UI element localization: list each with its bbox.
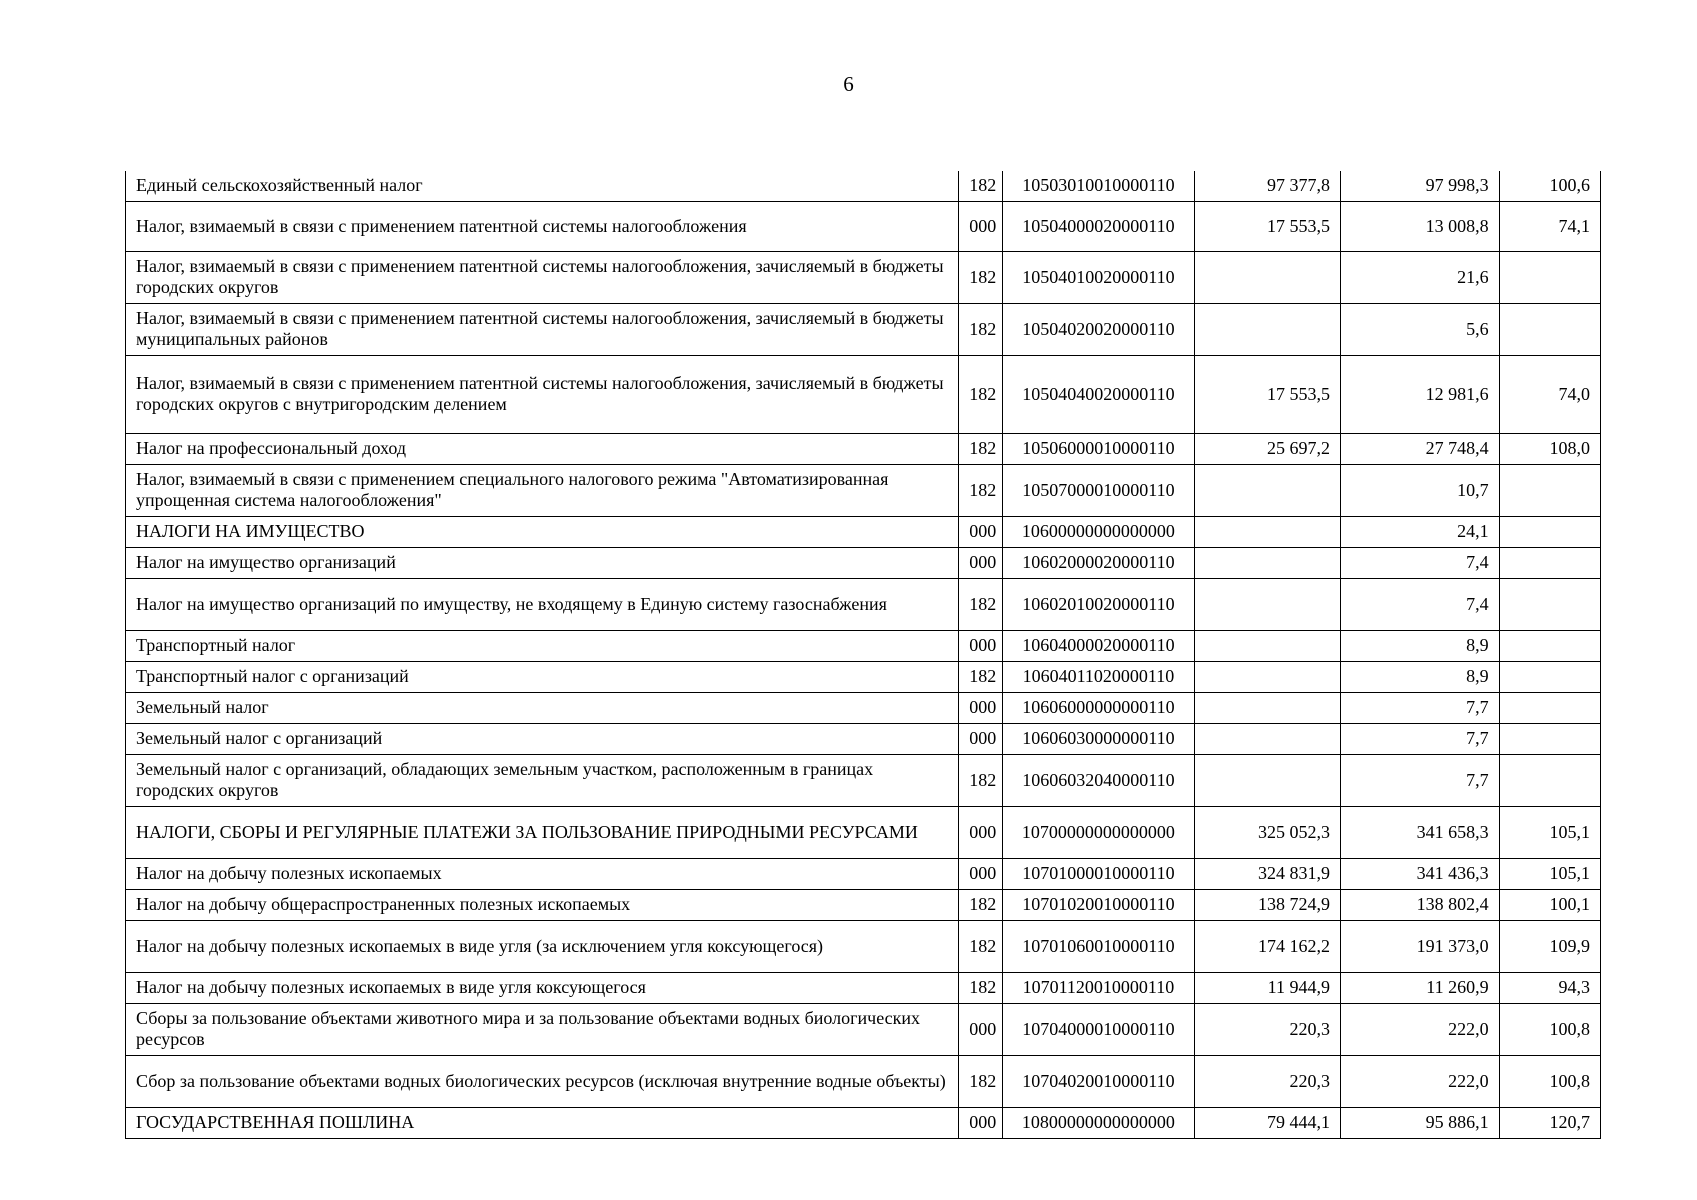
kbk-code-cell: 10503010010000110 [1003,171,1194,201]
fact-amount-cell: 21,6 [1340,251,1499,303]
percent-cell: 100,6 [1499,171,1600,201]
kbk-code-cell: 10506000010000110 [1003,433,1194,464]
tax-name-cell: Налог, взимаемый в связи с применением патентной системы налогообложения, зачисляемый в бюджеты городских округов с внутригородским делением [126,355,959,433]
percent-cell: 109,9 [1499,920,1600,972]
plan-amount-cell: 79 444,1 [1194,1107,1340,1138]
kbk-code-cell: 10604000020000110 [1003,630,1194,661]
admin-code-cell: 182 [959,464,1003,516]
plan-amount-cell: 220,3 [1194,1055,1340,1107]
kbk-code-cell: 10507000010000110 [1003,464,1194,516]
fact-amount-cell: 5,6 [1340,303,1499,355]
plan-amount-cell: 325 052,3 [1194,806,1340,858]
table-row [126,630,1601,661]
table-row [126,692,1601,723]
percent-cell: 100,8 [1499,1055,1600,1107]
admin-code-cell: 000 [959,516,1003,547]
kbk-code-cell: 10704000010000110 [1003,1003,1194,1055]
table-row [126,889,1601,920]
admin-code-cell: 000 [959,547,1003,578]
fact-amount-cell: 138 802,4 [1340,889,1499,920]
admin-code-cell: 182 [959,251,1003,303]
plan-amount-cell [1194,516,1340,547]
plan-amount-cell: 17 553,5 [1194,201,1340,251]
percent-cell [1499,303,1600,355]
kbk-code-cell: 10704020010000110 [1003,1055,1194,1107]
kbk-code-cell: 10700000000000000 [1003,806,1194,858]
percent-cell: 94,3 [1499,972,1600,1003]
kbk-code-cell: 10504020020000110 [1003,303,1194,355]
fact-amount-cell: 341 436,3 [1340,858,1499,889]
admin-code-cell: 000 [959,630,1003,661]
percent-cell [1499,516,1600,547]
admin-code-cell: 182 [959,661,1003,692]
percent-cell [1499,723,1600,754]
table-row [126,806,1601,858]
plan-amount-cell [1194,754,1340,806]
kbk-code-cell: 10504040020000110 [1003,355,1194,433]
fact-amount-cell: 97 998,3 [1340,171,1499,201]
fact-amount-cell: 341 658,3 [1340,806,1499,858]
fact-amount-cell: 12 981,6 [1340,355,1499,433]
admin-code-cell: 182 [959,1055,1003,1107]
admin-code-cell: 000 [959,1003,1003,1055]
table-row [126,578,1601,630]
table-row [126,171,1601,201]
percent-cell: 108,0 [1499,433,1600,464]
table-row [126,972,1601,1003]
admin-code-cell: 182 [959,972,1003,1003]
kbk-code-cell: 10701120010000110 [1003,972,1194,1003]
tax-name-cell: Налог на добычу полезных ископаемых в виде угля коксующегося [126,972,959,1003]
kbk-code-cell: 10604011020000110 [1003,661,1194,692]
plan-amount-cell [1194,692,1340,723]
admin-code-cell: 000 [959,806,1003,858]
tax-name-cell: Земельный налог [126,692,959,723]
plan-amount-cell [1194,723,1340,754]
fact-amount-cell: 11 260,9 [1340,972,1499,1003]
table-row [126,547,1601,578]
plan-amount-cell: 324 831,9 [1194,858,1340,889]
plan-amount-cell: 174 162,2 [1194,920,1340,972]
admin-code-cell: 000 [959,723,1003,754]
fact-amount-cell: 7,4 [1340,547,1499,578]
kbk-code-cell: 10606030000000110 [1003,723,1194,754]
percent-cell [1499,692,1600,723]
tax-name-cell: Налог на имущество организаций [126,547,959,578]
fact-amount-cell: 10,7 [1340,464,1499,516]
admin-code-cell: 182 [959,578,1003,630]
kbk-code-cell: 10800000000000000 [1003,1107,1194,1138]
fact-amount-cell: 222,0 [1340,1003,1499,1055]
kbk-code-cell: 10701020010000110 [1003,889,1194,920]
kbk-code-cell: 10602010020000110 [1003,578,1194,630]
tax-name-cell: Транспортный налог [126,630,959,661]
tax-name-cell: Налог на добычу полезных ископаемых [126,858,959,889]
plan-amount-cell [1194,630,1340,661]
percent-cell: 100,8 [1499,1003,1600,1055]
tax-name-cell: Налог, взимаемый в связи с применением патентной системы налогообложения, зачисляемый в бюджеты городских округов [126,251,959,303]
plan-amount-cell: 11 944,9 [1194,972,1340,1003]
table-row [126,1107,1601,1138]
admin-code-cell: 182 [959,754,1003,806]
tax-name-cell: Налог, взимаемый в связи с применением патентной системы налогообложения [126,201,959,251]
plan-amount-cell [1194,578,1340,630]
admin-code-cell: 000 [959,858,1003,889]
table-row [126,858,1601,889]
plan-amount-cell: 220,3 [1194,1003,1340,1055]
table-row [126,355,1601,433]
tax-name-cell: Земельный налог с организаций, обладающих земельным участком, расположенным в границах городских округов [126,754,959,806]
percent-cell: 100,1 [1499,889,1600,920]
table-row [126,920,1601,972]
table-row [126,1055,1601,1107]
fact-amount-cell: 24,1 [1340,516,1499,547]
admin-code-cell: 182 [959,920,1003,972]
percent-cell: 120,7 [1499,1107,1600,1138]
percent-cell [1499,464,1600,516]
table-row [126,754,1601,806]
kbk-code-cell: 10701000010000110 [1003,858,1194,889]
tax-name-cell: ГОСУДАРСТВЕННАЯ ПОШЛИНА [126,1107,959,1138]
fact-amount-cell: 7,7 [1340,723,1499,754]
percent-cell [1499,578,1600,630]
percent-cell: 74,1 [1499,201,1600,251]
tax-name-cell: Сборы за пользование объектами животного мира и за пользование объектами водных биологических ресурсов [126,1003,959,1055]
kbk-code-cell: 10504010020000110 [1003,251,1194,303]
tax-name-cell: НАЛОГИ, СБОРЫ И РЕГУЛЯРНЫЕ ПЛАТЕЖИ ЗА ПОЛЬЗОВАНИЕ ПРИРОДНЫМИ РЕСУРСАМИ [126,806,959,858]
admin-code-cell: 182 [959,171,1003,201]
tax-name-cell: Транспортный налог с организаций [126,661,959,692]
tax-name-cell: Налог, взимаемый в связи с применением специального налогового режима "Автоматизированная упрощенная система налогообложения" [126,464,959,516]
tax-name-cell: Налог на добычу полезных ископаемых в виде угля (за исключением угля коксующегося) [126,920,959,972]
table-row [126,251,1601,303]
admin-code-cell: 182 [959,303,1003,355]
tax-name-cell: Налог на профессиональный доход [126,433,959,464]
fact-amount-cell: 95 886,1 [1340,1107,1499,1138]
plan-amount-cell: 138 724,9 [1194,889,1340,920]
tax-name-cell: Налог на добычу общераспространенных полезных ископаемых [126,889,959,920]
plan-amount-cell [1194,661,1340,692]
plan-amount-cell [1194,547,1340,578]
fact-amount-cell: 13 008,8 [1340,201,1499,251]
kbk-code-cell: 10602000020000110 [1003,547,1194,578]
plan-amount-cell [1194,251,1340,303]
budget-revenue-table [125,171,1601,1139]
admin-code-cell: 182 [959,889,1003,920]
table-row [126,1003,1601,1055]
percent-cell: 74,0 [1499,355,1600,433]
kbk-code-cell: 10600000000000000 [1003,516,1194,547]
admin-code-cell: 182 [959,433,1003,464]
fact-amount-cell: 7,7 [1340,754,1499,806]
fact-amount-cell: 222,0 [1340,1055,1499,1107]
percent-cell [1499,754,1600,806]
tax-name-cell: Земельный налог с организаций [126,723,959,754]
plan-amount-cell: 17 553,5 [1194,355,1340,433]
tax-name-cell: Налог, взимаемый в связи с применением патентной системы налогообложения, зачисляемый в бюджеты муниципальных районов [126,303,959,355]
fact-amount-cell: 27 748,4 [1340,433,1499,464]
plan-amount-cell [1194,464,1340,516]
admin-code-cell: 000 [959,201,1003,251]
admin-code-cell: 000 [959,1107,1003,1138]
tax-name-cell: НАЛОГИ НА ИМУЩЕСТВО [126,516,959,547]
percent-cell [1499,661,1600,692]
percent-cell: 105,1 [1499,858,1600,889]
percent-cell [1499,547,1600,578]
table-row [126,201,1601,251]
kbk-code-cell: 10701060010000110 [1003,920,1194,972]
percent-cell: 105,1 [1499,806,1600,858]
admin-code-cell: 000 [959,692,1003,723]
fact-amount-cell: 8,9 [1340,630,1499,661]
tax-name-cell: Единый сельскохозяйственный налог [126,171,959,201]
percent-cell [1499,630,1600,661]
kbk-code-cell: 10606000000000110 [1003,692,1194,723]
table-row [126,516,1601,547]
plan-amount-cell: 25 697,2 [1194,433,1340,464]
kbk-code-cell: 10504000020000110 [1003,201,1194,251]
tax-name-cell: Налог на имущество организаций по имуществу, не входящему в Единую систему газоснабжения [126,578,959,630]
tax-name-cell: Сбор за пользование объектами водных биологических ресурсов (исключая внутренние водные объекты) [126,1055,959,1107]
fact-amount-cell: 7,7 [1340,692,1499,723]
fact-amount-cell: 8,9 [1340,661,1499,692]
admin-code-cell: 182 [959,355,1003,433]
table-row [126,303,1601,355]
table-row [126,433,1601,464]
fact-amount-cell: 191 373,0 [1340,920,1499,972]
table-row [126,723,1601,754]
table-row [126,464,1601,516]
plan-amount-cell: 97 377,8 [1194,171,1340,201]
page-number: 6 [843,72,854,96]
kbk-code-cell: 10606032040000110 [1003,754,1194,806]
table-row [126,661,1601,692]
percent-cell [1499,251,1600,303]
plan-amount-cell [1194,303,1340,355]
fact-amount-cell: 7,4 [1340,578,1499,630]
